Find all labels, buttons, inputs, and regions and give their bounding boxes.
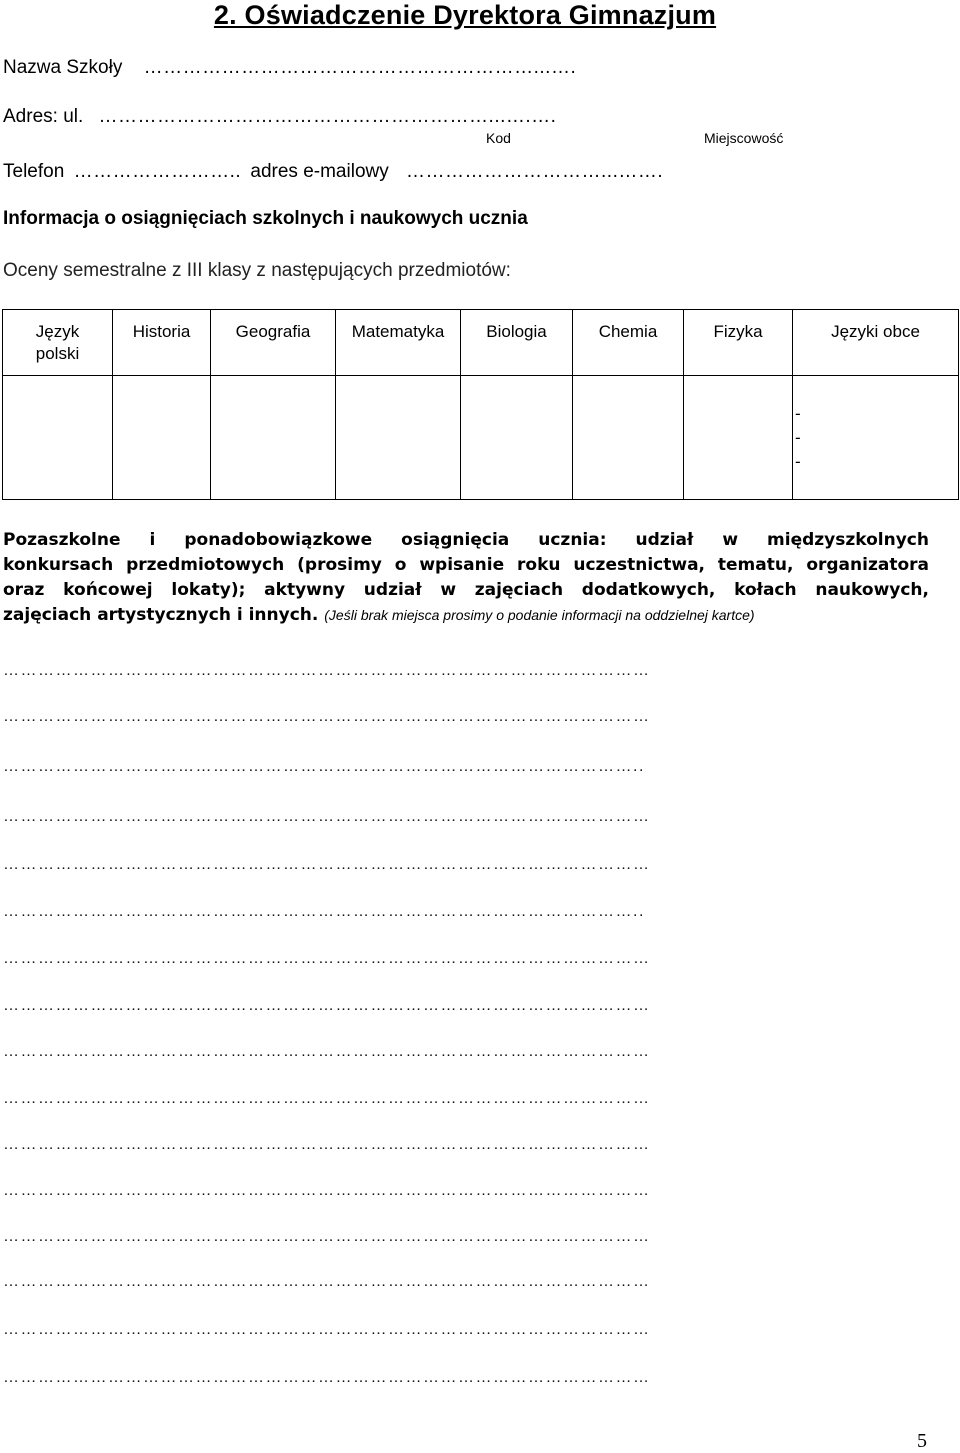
answer-line[interactable]: ………………………………………………………………………………………………… — [3, 662, 651, 679]
paragraph-line: zajęciach artystycznych i innych. — [3, 605, 319, 625]
answer-line[interactable]: ………………………………………………………………………………………………… — [3, 997, 651, 1014]
foreign-language-dashes — [795, 402, 958, 474]
paragraph-last-line — [3, 603, 929, 628]
city-label: Miejscowość — [704, 130, 784, 146]
answer-line[interactable]: ………………………………………………………………………………………………… — [3, 1136, 651, 1153]
answer-line[interactable]: ………………………………………………………………………………………………… — [3, 808, 651, 825]
answer-line[interactable]: ………………………………………………………………………………………………… — [3, 708, 651, 725]
answer-line[interactable]: ………………………………………………………………………………………………… — [3, 856, 651, 873]
grade-cell[interactable] — [684, 376, 793, 500]
language-dash: - — [795, 428, 801, 447]
school-name-field[interactable]: ……………………………………………………...…. — [143, 57, 577, 78]
page-number: 5 — [917, 1430, 927, 1452]
answer-line[interactable]: ………………………………………………………………………………………………… — [3, 1369, 651, 1386]
subject-header: Historia — [113, 310, 211, 376]
grades-table — [2, 309, 959, 500]
paragraph-line: oraz końcowej lokaty); aktywny udział w zajęciach dodatkowych, kołach naukowych, — [3, 580, 929, 600]
grades-header-row — [3, 310, 959, 376]
grade-cell[interactable] — [211, 376, 336, 500]
answer-line[interactable]: ……………………………………………………………………………………………….. — [3, 758, 645, 775]
subject-header: Fizyka — [684, 310, 793, 376]
subject-header: Biologia — [461, 310, 573, 376]
grade-cell[interactable] — [336, 376, 461, 500]
address-row — [3, 106, 556, 128]
achievements-heading: Informacja o osiągnięciach szkolnych i naukowych ucznia — [3, 208, 528, 229]
school-name-row — [3, 57, 576, 79]
paragraph-line: konkursach przedmiotowych (prosimy o wpisanie roku uczestnictwa, tematu, organizatora — [3, 555, 929, 575]
subject-header: Języki obce — [793, 310, 959, 376]
paragraph-note: (Jeśli brak miejsca prosimy o podanie informacji na oddzielnej kartce) — [324, 607, 755, 623]
language-dash: - — [795, 452, 801, 471]
address-field[interactable]: ……………………………………………………...….…. — [98, 106, 557, 127]
subject-header: Chemia — [573, 310, 684, 376]
answer-line[interactable]: ………………………………………………………………………………………………… — [3, 1182, 651, 1199]
answer-line[interactable]: ………………………………………………………………………………………………… — [3, 1321, 651, 1338]
grade-cell[interactable] — [3, 376, 113, 500]
email-field[interactable]: …………………………...……. — [406, 161, 664, 182]
subject-header: Matematyka — [336, 310, 461, 376]
answer-line[interactable]: ………………………………………………………………………………………………… — [3, 1228, 651, 1245]
subject-header: Geografia — [211, 310, 336, 376]
postal-code-label: Kod — [486, 130, 511, 146]
paragraph-line: Pozaszkolne i ponadobowiązkowe osiągnięcia ucznia: udział w międzyszkolnych — [3, 530, 929, 550]
grade-cell[interactable] — [461, 376, 573, 500]
address-label: Adres: ul. — [3, 106, 84, 127]
email-label: adres e-mailowy — [250, 161, 389, 182]
school-name-label: Nazwa Szkoły — [3, 57, 123, 78]
grade-cell[interactable] — [113, 376, 211, 500]
answer-line[interactable]: ………………………………………………………………………………………………… — [3, 1090, 651, 1107]
answer-line[interactable]: ………………………………………………………………………………………………… — [3, 950, 651, 967]
answer-line[interactable]: ……………………………………………………………………………………………….. — [3, 903, 645, 920]
page-title: 2. Oświadczenie Dyrektora Gimnazjum — [213, 0, 717, 30]
language-dash: - — [795, 404, 801, 423]
phone-field[interactable]: …………………….. — [73, 161, 242, 182]
phone-label: Telefon — [3, 161, 65, 182]
extracurricular-paragraph — [3, 528, 929, 628]
grade-cell[interactable] — [573, 376, 684, 500]
grades-input-row — [3, 376, 959, 500]
foreign-languages-grade-cell[interactable] — [793, 376, 959, 500]
subject-header: Język polski — [3, 310, 113, 376]
contact-row — [3, 161, 663, 183]
grades-heading: Oceny semestralne z III klasy z następujących przedmiotów: — [3, 260, 511, 281]
answer-line[interactable]: ………………………………………………………………………………………………… — [3, 1273, 651, 1290]
answer-line[interactable]: ………………………………………………………………………………………………… — [3, 1043, 651, 1060]
